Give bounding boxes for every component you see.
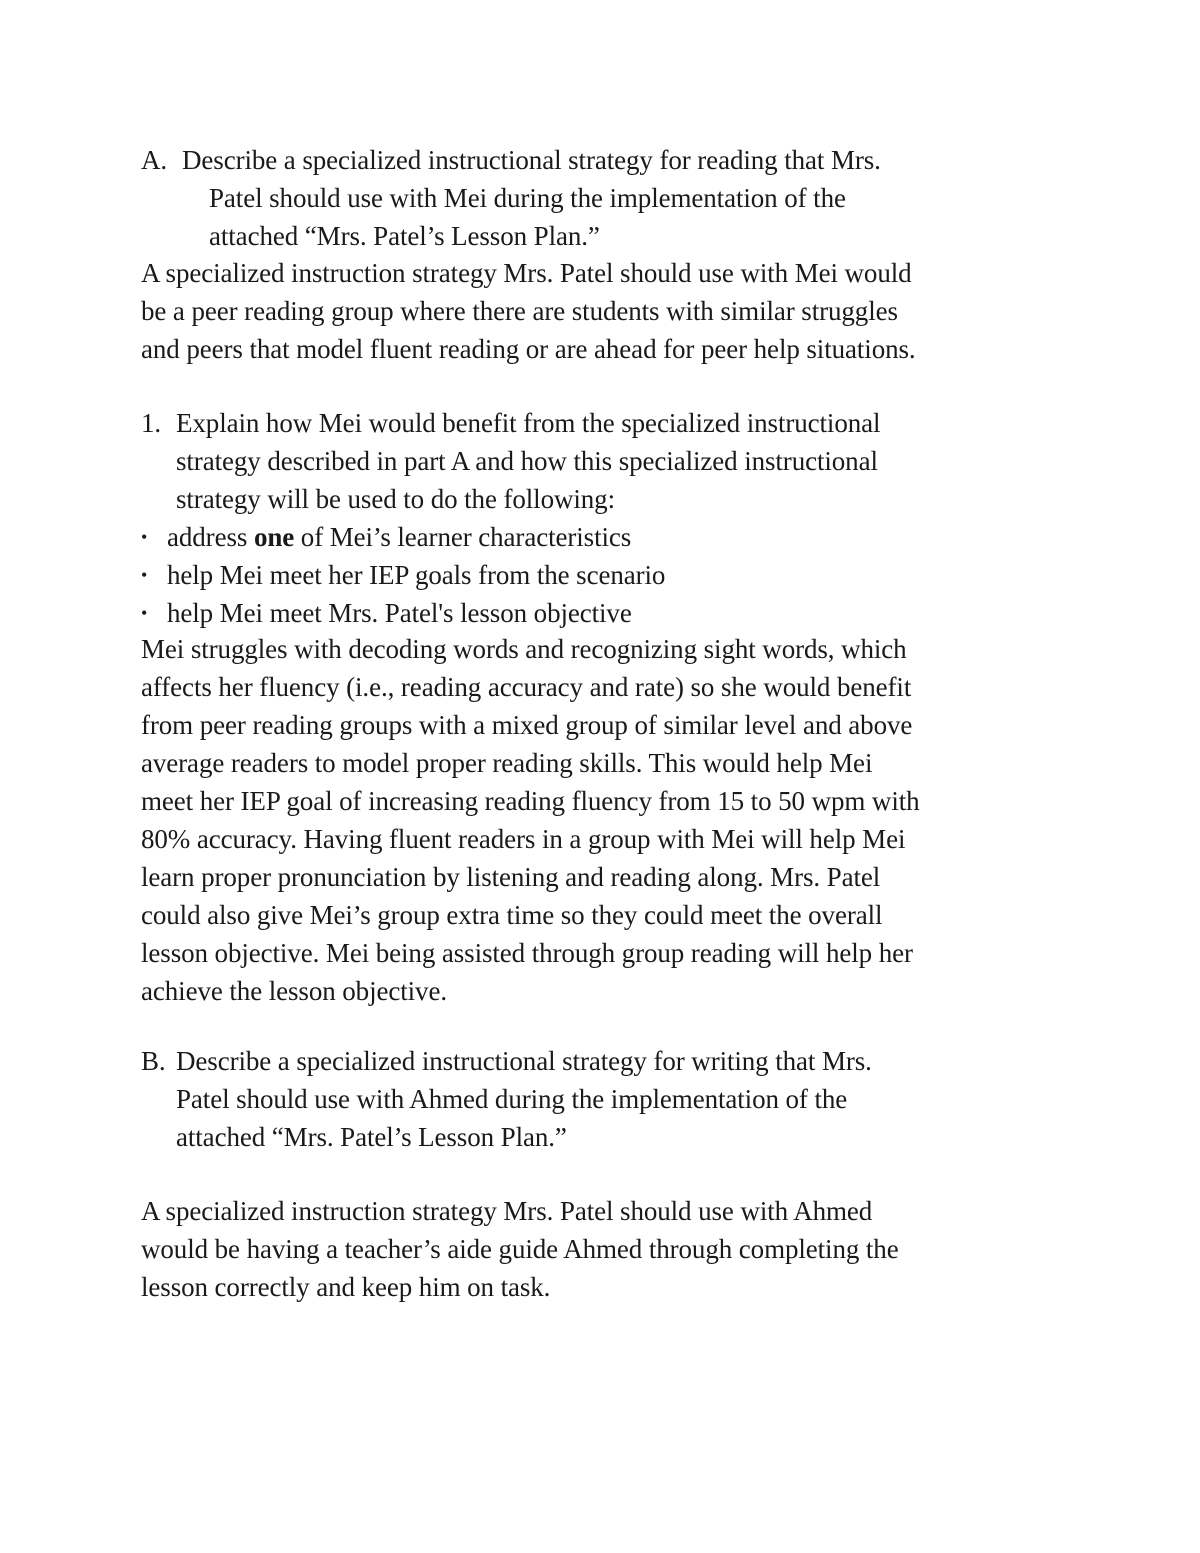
section-b-question-line: Describe a specialized instructional strategy for writing that Mrs. xyxy=(176,1046,872,1076)
bullet-item: • help Mei meet her IEP goals from the scenario xyxy=(141,556,1081,594)
section-b-marker: B. xyxy=(141,1046,166,1076)
section-1-question-line: strategy will be used to do the following: xyxy=(176,484,615,514)
bullet-item: • address one of Mei’s learner characteristics xyxy=(141,518,1081,556)
section-b-question-line: attached “Mrs. Patel’s Lesson Plan.” xyxy=(176,1122,567,1152)
section-1-answer-line: from peer reading groups with a mixed group of similar level and above xyxy=(141,710,913,740)
section-1-answer-line: average readers to model proper reading skills. This would help Mei xyxy=(141,748,873,778)
emphasis-text: one xyxy=(253,522,295,552)
section-a-answer xyxy=(141,254,1081,368)
section-a-question-line: Describe a specialized instructional strategy for reading that Mrs. xyxy=(182,145,881,175)
section-b-answer-line: would be having a teacher’s aide guide Ahmed through completing the xyxy=(141,1234,899,1264)
section-b-answer-line: A specialized instruction strategy Mrs. Patel should use with Ahmed xyxy=(141,1196,873,1226)
section-1-answer-line: lesson objective. Mei being assisted through group reading will help her xyxy=(141,938,913,968)
section-b-question-line: Patel should use with Ahmed during the implementation of the xyxy=(176,1084,848,1114)
section-1-answer-line: achieve the lesson objective. xyxy=(141,976,447,1006)
section-a-question-line: Patel should use with Mei during the implementation of the xyxy=(209,183,846,213)
section-1-answer-line: could also give Mei’s group extra time so they could meet the overall xyxy=(141,900,883,930)
section-a-marker: A. xyxy=(141,145,168,175)
section-a-answer-line: A specialized instruction strategy Mrs. Patel should use with Mei would xyxy=(141,258,912,288)
section-1-answer-line: learn proper pronunciation by listening and reading along. Mrs. Patel xyxy=(141,862,881,892)
section-b-answer-line: lesson correctly and keep him on task. xyxy=(141,1272,551,1302)
bullet-icon: • xyxy=(141,527,148,547)
section-b-answer xyxy=(141,1192,1081,1306)
section-1-question xyxy=(141,404,1081,632)
bullet-item: • help Mei meet Mrs. Patel's lesson objective xyxy=(141,594,1081,632)
section-1-answer-line: affects her fluency (i.e., reading accuracy and rate) so she would benefit xyxy=(141,672,912,702)
section-a-question xyxy=(141,141,1081,255)
bullet-icon: • xyxy=(141,565,148,585)
section-b-question xyxy=(141,1042,1081,1156)
section-1-answer-line: Mei struggles with decoding words and recognizing sight words, which xyxy=(141,634,907,664)
section-1-question-line: strategy described in part A and how this specialized instructional xyxy=(176,446,878,476)
section-a-question-line: attached “Mrs. Patel’s Lesson Plan.” xyxy=(209,221,600,251)
section-1-answer-line: meet her IEP goal of increasing reading fluency from 15 to 50 wpm with xyxy=(141,786,920,816)
section-a-answer-line: and peers that model fluent reading or are ahead for peer help situations. xyxy=(141,334,916,364)
section-1-answer xyxy=(141,630,1081,1010)
section-1-question-line: Explain how Mei would benefit from the specialized instructional xyxy=(176,408,881,438)
section-1-marker: 1. xyxy=(141,408,162,438)
section-1-answer-line: 80% accuracy. Having fluent readers in a group with Mei will help Mei xyxy=(141,824,906,854)
bullet-icon: • xyxy=(141,603,148,623)
section-a-answer-line: be a peer reading group where there are students with similar struggles xyxy=(141,296,898,326)
